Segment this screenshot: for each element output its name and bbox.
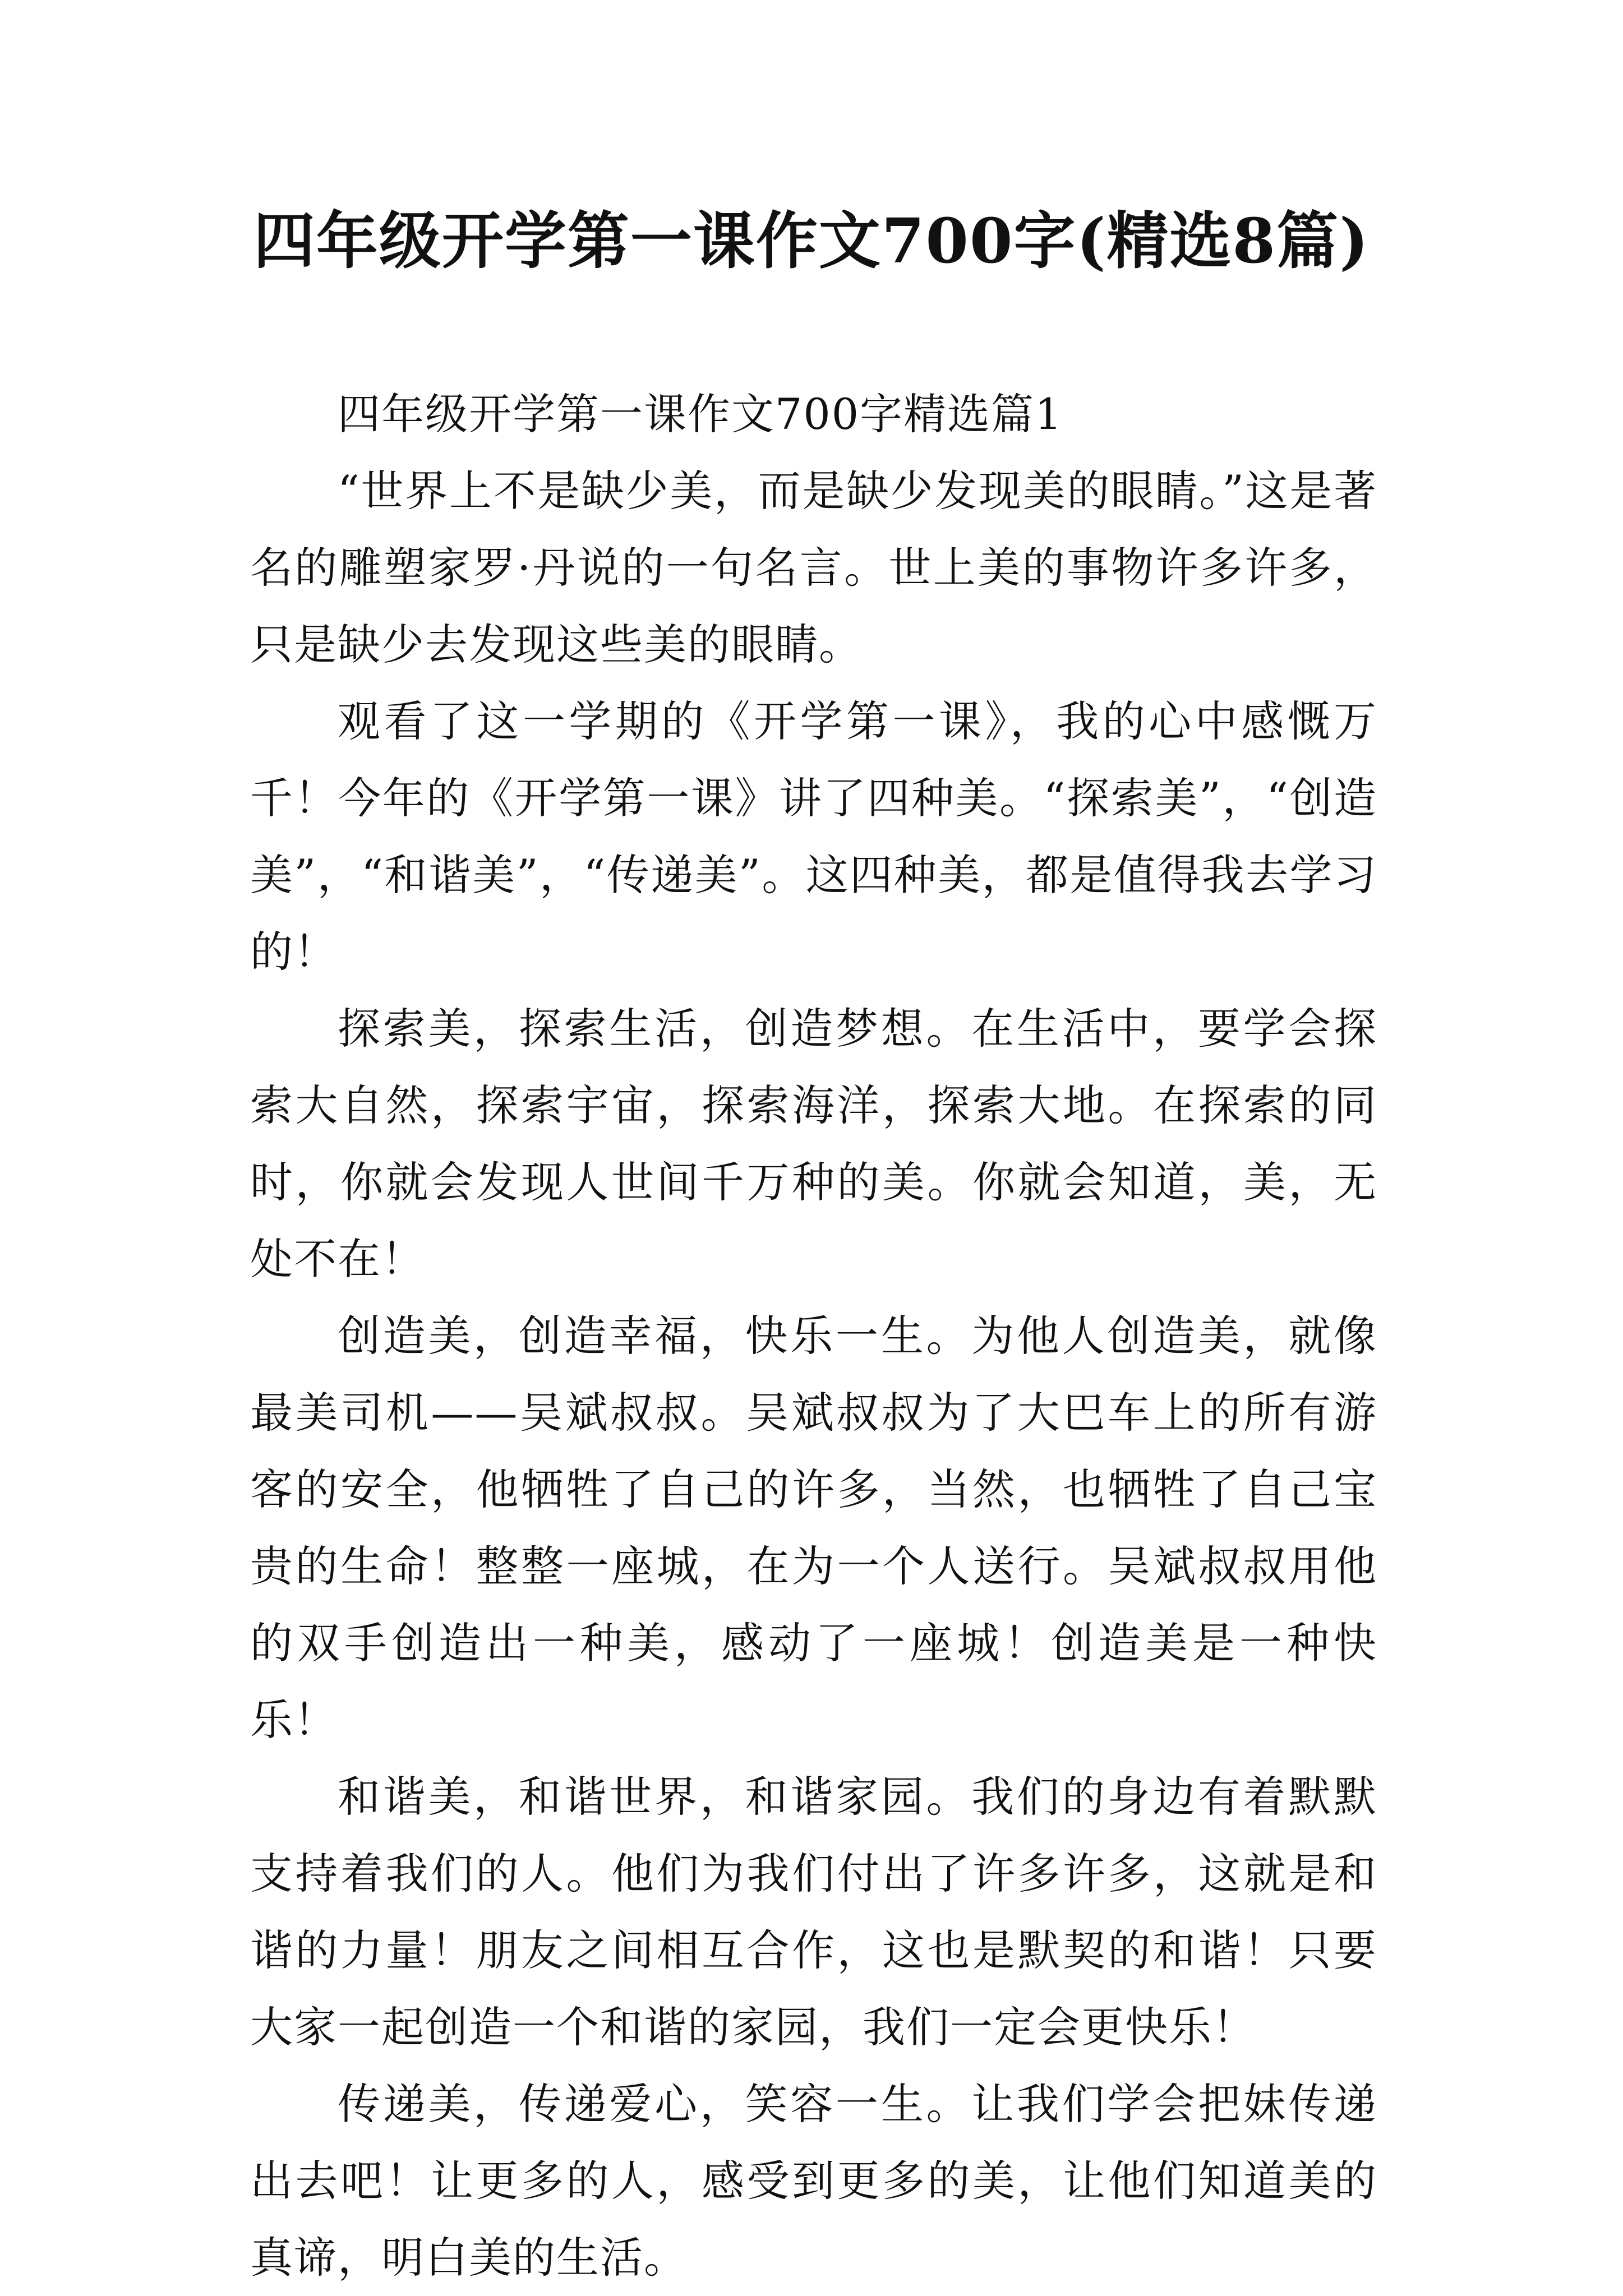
paragraph: 探索美，探索生活，创造梦想。在生活中，要学会探索大自然，探索宇宙，探索海洋，探索大地。在探索的同时，你就会发现人世间千万种的美。你就会知道，美，无处不在！ [250, 1004, 1377, 1284]
paragraph: 和谐美，和谐世界，和谐家园。我们的身边有着默默支持着我们的人。他们为我们付出了许多许多，这就是和谐的力量！朋友之间相互合作，这也是默契的和谐！只要大家一起创造一个和谐的家园，我们一定会更快乐！ [250, 1772, 1377, 2052]
paragraph: 传递美，传递爱心，笑容一生。让我们学会把妹传递出去吧！让更多的人，感受到更多的美，让他们知道美的真谛，明白美的生活。 [250, 2079, 1377, 2283]
paragraph: “世界上不是缺少美，而是缺少发现美的眼睛。”这是著名的雕塑家罗·丹说的一句名言。世上美的事物许多许多，只是缺少去发现这些美的眼睛。 [250, 466, 1377, 669]
section-heading: 四年级开学第一课作文700字精选篇1 [338, 389, 1063, 439]
document-body [250, 376, 1377, 2296]
paragraph: 创造美，创造幸福，快乐一生。为他人创造美，就像最美司机——吴斌叔叔。吴斌叔叔为了大巴车上的所有游客的安全，他牺牲了自己的许多，当然，也牺牲了自己宝贵的生命！整整一座城，在为一个人送行。吴斌叔叔用他的双手创造出一种美，感动了一座城！创造美是一种快乐！ [250, 1311, 1377, 1745]
document-title: 四年级开学第一课作文700字(精选8篇) [253, 205, 1370, 277]
paragraph: 观看了这一学期的《开学第一课》，我的心中感慨万千！今年的《开学第一课》讲了四种美。“探索美”，“创造美”，“和谐美”，“传递美”。这四种美，都是值得我去学习的！ [250, 696, 1377, 977]
